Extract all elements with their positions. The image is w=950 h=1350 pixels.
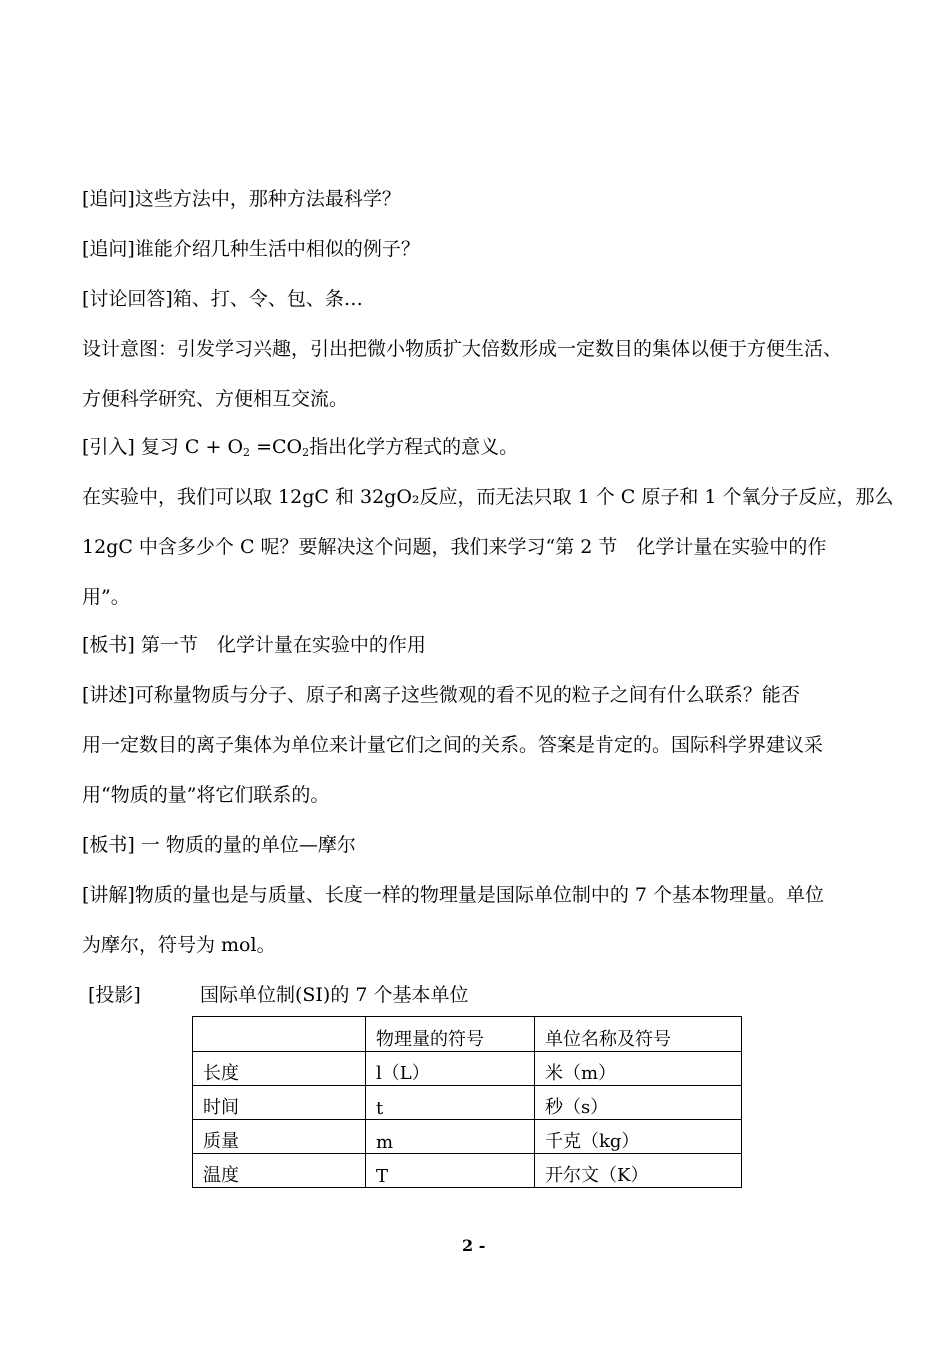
text-line: [讲述]可称量物质与分子、原子和离子这些微观的看不见的粒子之间有什么联系？能否 <box>82 684 800 706</box>
text-line: [板书] 一 物质的量的单位—摩尔 <box>82 834 356 856</box>
table-cell: 时间 <box>193 1086 366 1120</box>
text-line: 在实验中，我们可以取 12gC 和 32gO₂反应，而无法只取 1 个 C 原子和 1 个氧分子反应，那么 <box>82 486 894 508</box>
table-cell: 千克（kg） <box>535 1120 742 1154</box>
table-cell: 长度 <box>193 1052 366 1086</box>
text-line: [追问]谁能介绍几种生活中相似的例子？ <box>82 238 420 260</box>
text-line: [讲解]物质的量也是与质量、长度一样的物理量是国际单位制中的 7 个基本物理量。单位 <box>82 884 824 906</box>
text-line: 为摩尔，符号为 mol。 <box>82 934 276 956</box>
subscript: 2 <box>243 446 251 459</box>
intro-suffix: 指出化学方程式的意义。 <box>309 436 519 458</box>
text-line: 用”。 <box>82 586 130 608</box>
table-header-cell: 单位名称及符号 <box>535 1017 742 1052</box>
table-cell: t <box>366 1086 535 1120</box>
text-line: [讨论回答]箱、打、令、包、条… <box>82 288 363 310</box>
table-cell: 质量 <box>193 1120 366 1154</box>
text-line: 方便科学研究、方便相互交流。 <box>82 388 349 410</box>
text-line: [板书] 第一节 化学计量在实验中的作用 <box>82 634 426 656</box>
text-line: [追问]这些方法中，那种方法最科学？ <box>82 188 401 210</box>
intro-mid: =CO <box>250 436 303 458</box>
text-line: 12gC 中含多少个 C 呢？要解决这个问题，我们来学习“第 2 节 化学计量在实验中的作 <box>82 536 827 558</box>
table-cell: 米（m） <box>535 1052 742 1086</box>
table-cell: 秒（s） <box>535 1086 742 1120</box>
subscript: 2 <box>302 446 310 459</box>
table-cell: 温度 <box>193 1154 366 1188</box>
table-header-cell: 物理量的符号 <box>366 1017 535 1052</box>
table-cell: T <box>366 1154 535 1188</box>
table-cell: 开尔文（K） <box>535 1154 742 1188</box>
projection-label: [投影] <box>88 984 141 1006</box>
text-line: 用一定数目的离子集体为单位来计量它们之间的关系。答案是肯定的。国际科学界建议采 <box>82 734 824 756</box>
intro-line <box>82 435 518 465</box>
table-header-cell <box>193 1017 366 1052</box>
table-cell: m <box>366 1120 535 1154</box>
projection-title: 国际单位制(SI)的 7 个基本单位 <box>200 984 469 1006</box>
page-number: 2 - <box>462 1236 486 1255</box>
text-line: 设计意图：引发学习兴趣，引出把微小物质扩大倍数形成一定数目的集体以便于方便生活、 <box>82 338 843 360</box>
table-header-row <box>193 1017 742 1052</box>
table-row <box>193 1086 742 1120</box>
table-cell: l（L） <box>366 1052 535 1086</box>
si-units-table <box>192 1016 742 1188</box>
table-row <box>193 1120 742 1154</box>
intro-prefix: [引入] 复习 C + O <box>82 436 244 458</box>
table-row <box>193 1052 742 1086</box>
table-row <box>193 1154 742 1188</box>
text-line: 用“物质的量”将它们联系的。 <box>82 784 330 806</box>
